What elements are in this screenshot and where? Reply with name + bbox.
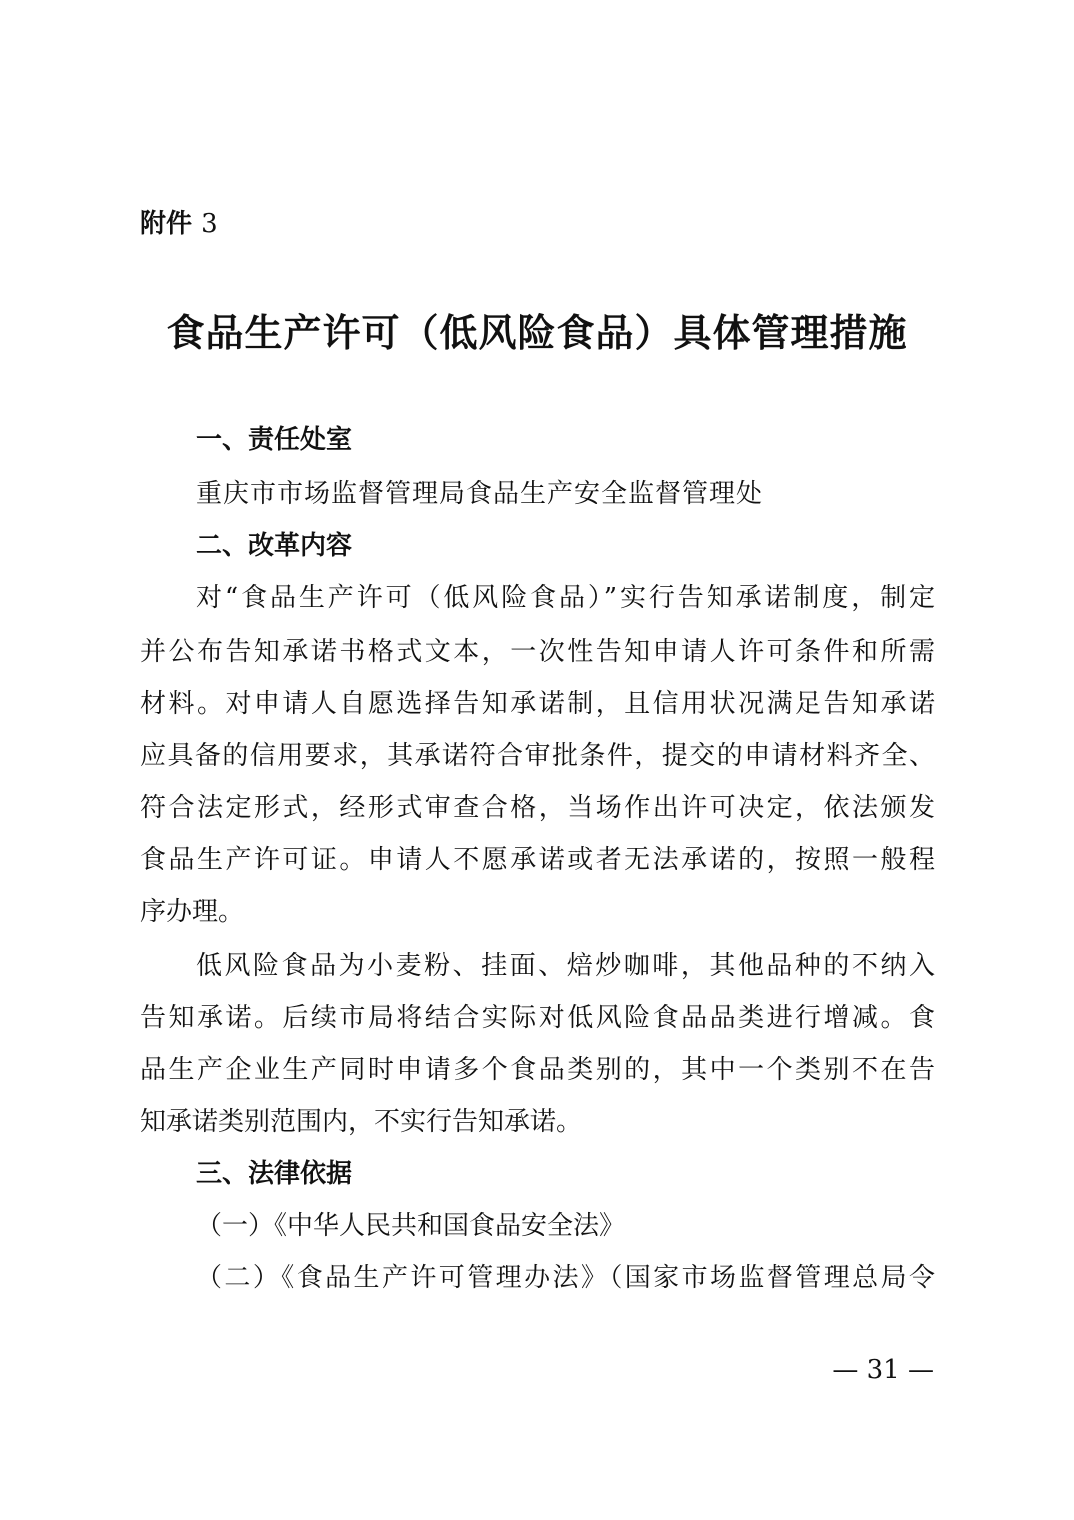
paragraph-line: 低风险食品为小麦粉、挂面、焙炒咖啡，其他品种的不纳入 [196, 951, 935, 981]
paragraph-line: 知承诺类别范围内，不实行告知承诺。 [140, 1107, 583, 1137]
paragraph-line: 应具备的信用要求，其承诺符合审批条件，提交的申请材料齐全、 [140, 741, 935, 771]
attachment-label [140, 204, 218, 244]
paragraph-line: 序办理。 [140, 897, 245, 927]
section-heading-3: 三、法律依据 [196, 1159, 353, 1189]
paragraph-line: 符合法定形式，经形式审查合格，当场作出许可决定，依法颁发 [140, 793, 935, 823]
legal-basis-item: （一）《中华人民共和国食品安全法》 [196, 1211, 626, 1241]
paragraph-line: 材料。对申请人自愿选择告知承诺制，且信用状况满足告知承诺 [140, 689, 935, 719]
section-body-1: 重庆市市场监督管理局食品生产安全监督管理处 [196, 479, 764, 509]
legal-basis-item: （二）《食品生产许可管理办法》（国家市场监督管理总局令 [196, 1263, 935, 1293]
paragraph-line: 品生产企业生产同时申请多个食品类别的，其中一个类别不在告 [140, 1055, 935, 1085]
page-number: — 31 — [832, 1355, 934, 1385]
paragraph-line: 对“食品生产许可（低风险食品）”实行告知承诺制度，制定 [196, 583, 935, 613]
attachment-number: 3 [201, 209, 218, 239]
section-heading-2: 二、改革内容 [196, 531, 353, 561]
section-heading-1: 一、责任处室 [196, 425, 353, 455]
document-title: 食品生产许可（低风险食品）具体管理措施 [166, 311, 908, 355]
paragraph-line: 食品生产许可证。申请人不愿承诺或者无法承诺的，按照一般程 [140, 845, 935, 875]
paragraph-line: 告知承诺。后续市局将结合实际对低风险食品品类进行增减。食 [140, 1003, 935, 1033]
paragraph-line: 并公布告知承诺书格式文本，一次性告知申请人许可条件和所需 [140, 637, 935, 667]
attachment-text: 附件 [140, 209, 193, 239]
